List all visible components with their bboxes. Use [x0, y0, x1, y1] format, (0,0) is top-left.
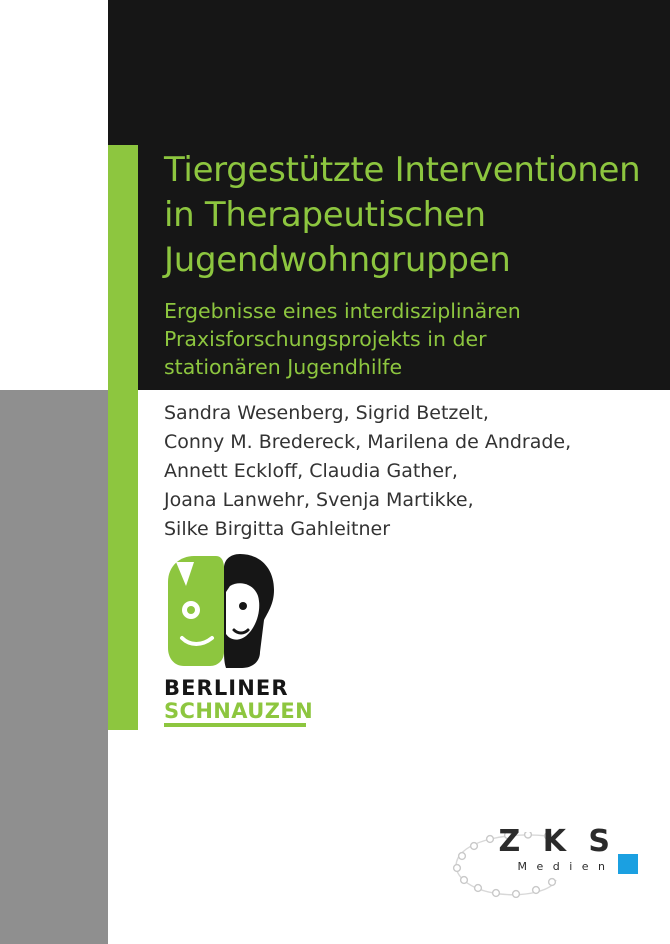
author-line-5: Silke Birgitta Gahleitner	[164, 518, 391, 540]
author-list	[164, 399, 634, 544]
publisher-name: Z K S	[498, 824, 616, 859]
subtitle	[164, 297, 634, 381]
title-line-2: in Therapeutischen	[164, 195, 486, 235]
publisher-accent-square	[618, 854, 638, 874]
author-line-2: Conny M. Bredereck, Marilena de Andrade,	[164, 431, 572, 453]
publisher-logo	[448, 818, 638, 898]
title-line-3: Jugendwohngruppen	[164, 240, 511, 280]
background-accent-green-bar	[108, 145, 138, 730]
title-line-1: Tiergestützte Interventionen	[164, 150, 641, 190]
page-title	[164, 148, 644, 283]
logo-word-top: BERLINER	[164, 676, 289, 700]
logo-word-bottom: SCHNAUZEN	[164, 699, 314, 723]
author-line-1: Sandra Wesenberg, Sigrid Betzelt,	[164, 402, 489, 424]
publisher-tagline: M e d i e n	[517, 860, 608, 873]
subtitle-line-2: Praxisforschungsprojekts in der	[164, 327, 487, 351]
background-band-white-left	[0, 0, 108, 390]
subtitle-line-3: stationären Jugendhilfe	[164, 355, 403, 379]
author-line-4: Joana Lanwehr, Svenja Martikke,	[164, 489, 474, 511]
logo-wordmark	[164, 676, 314, 723]
author-line-3: Annett Eckloff, Claudia Gather,	[164, 460, 458, 482]
berliner-schnauzen-logo	[164, 552, 324, 723]
background-band-grey-left	[0, 390, 108, 944]
dog-and-girl-face-icon	[164, 552, 286, 670]
subtitle-line-1: Ergebnisse eines interdisziplinären	[164, 299, 521, 323]
